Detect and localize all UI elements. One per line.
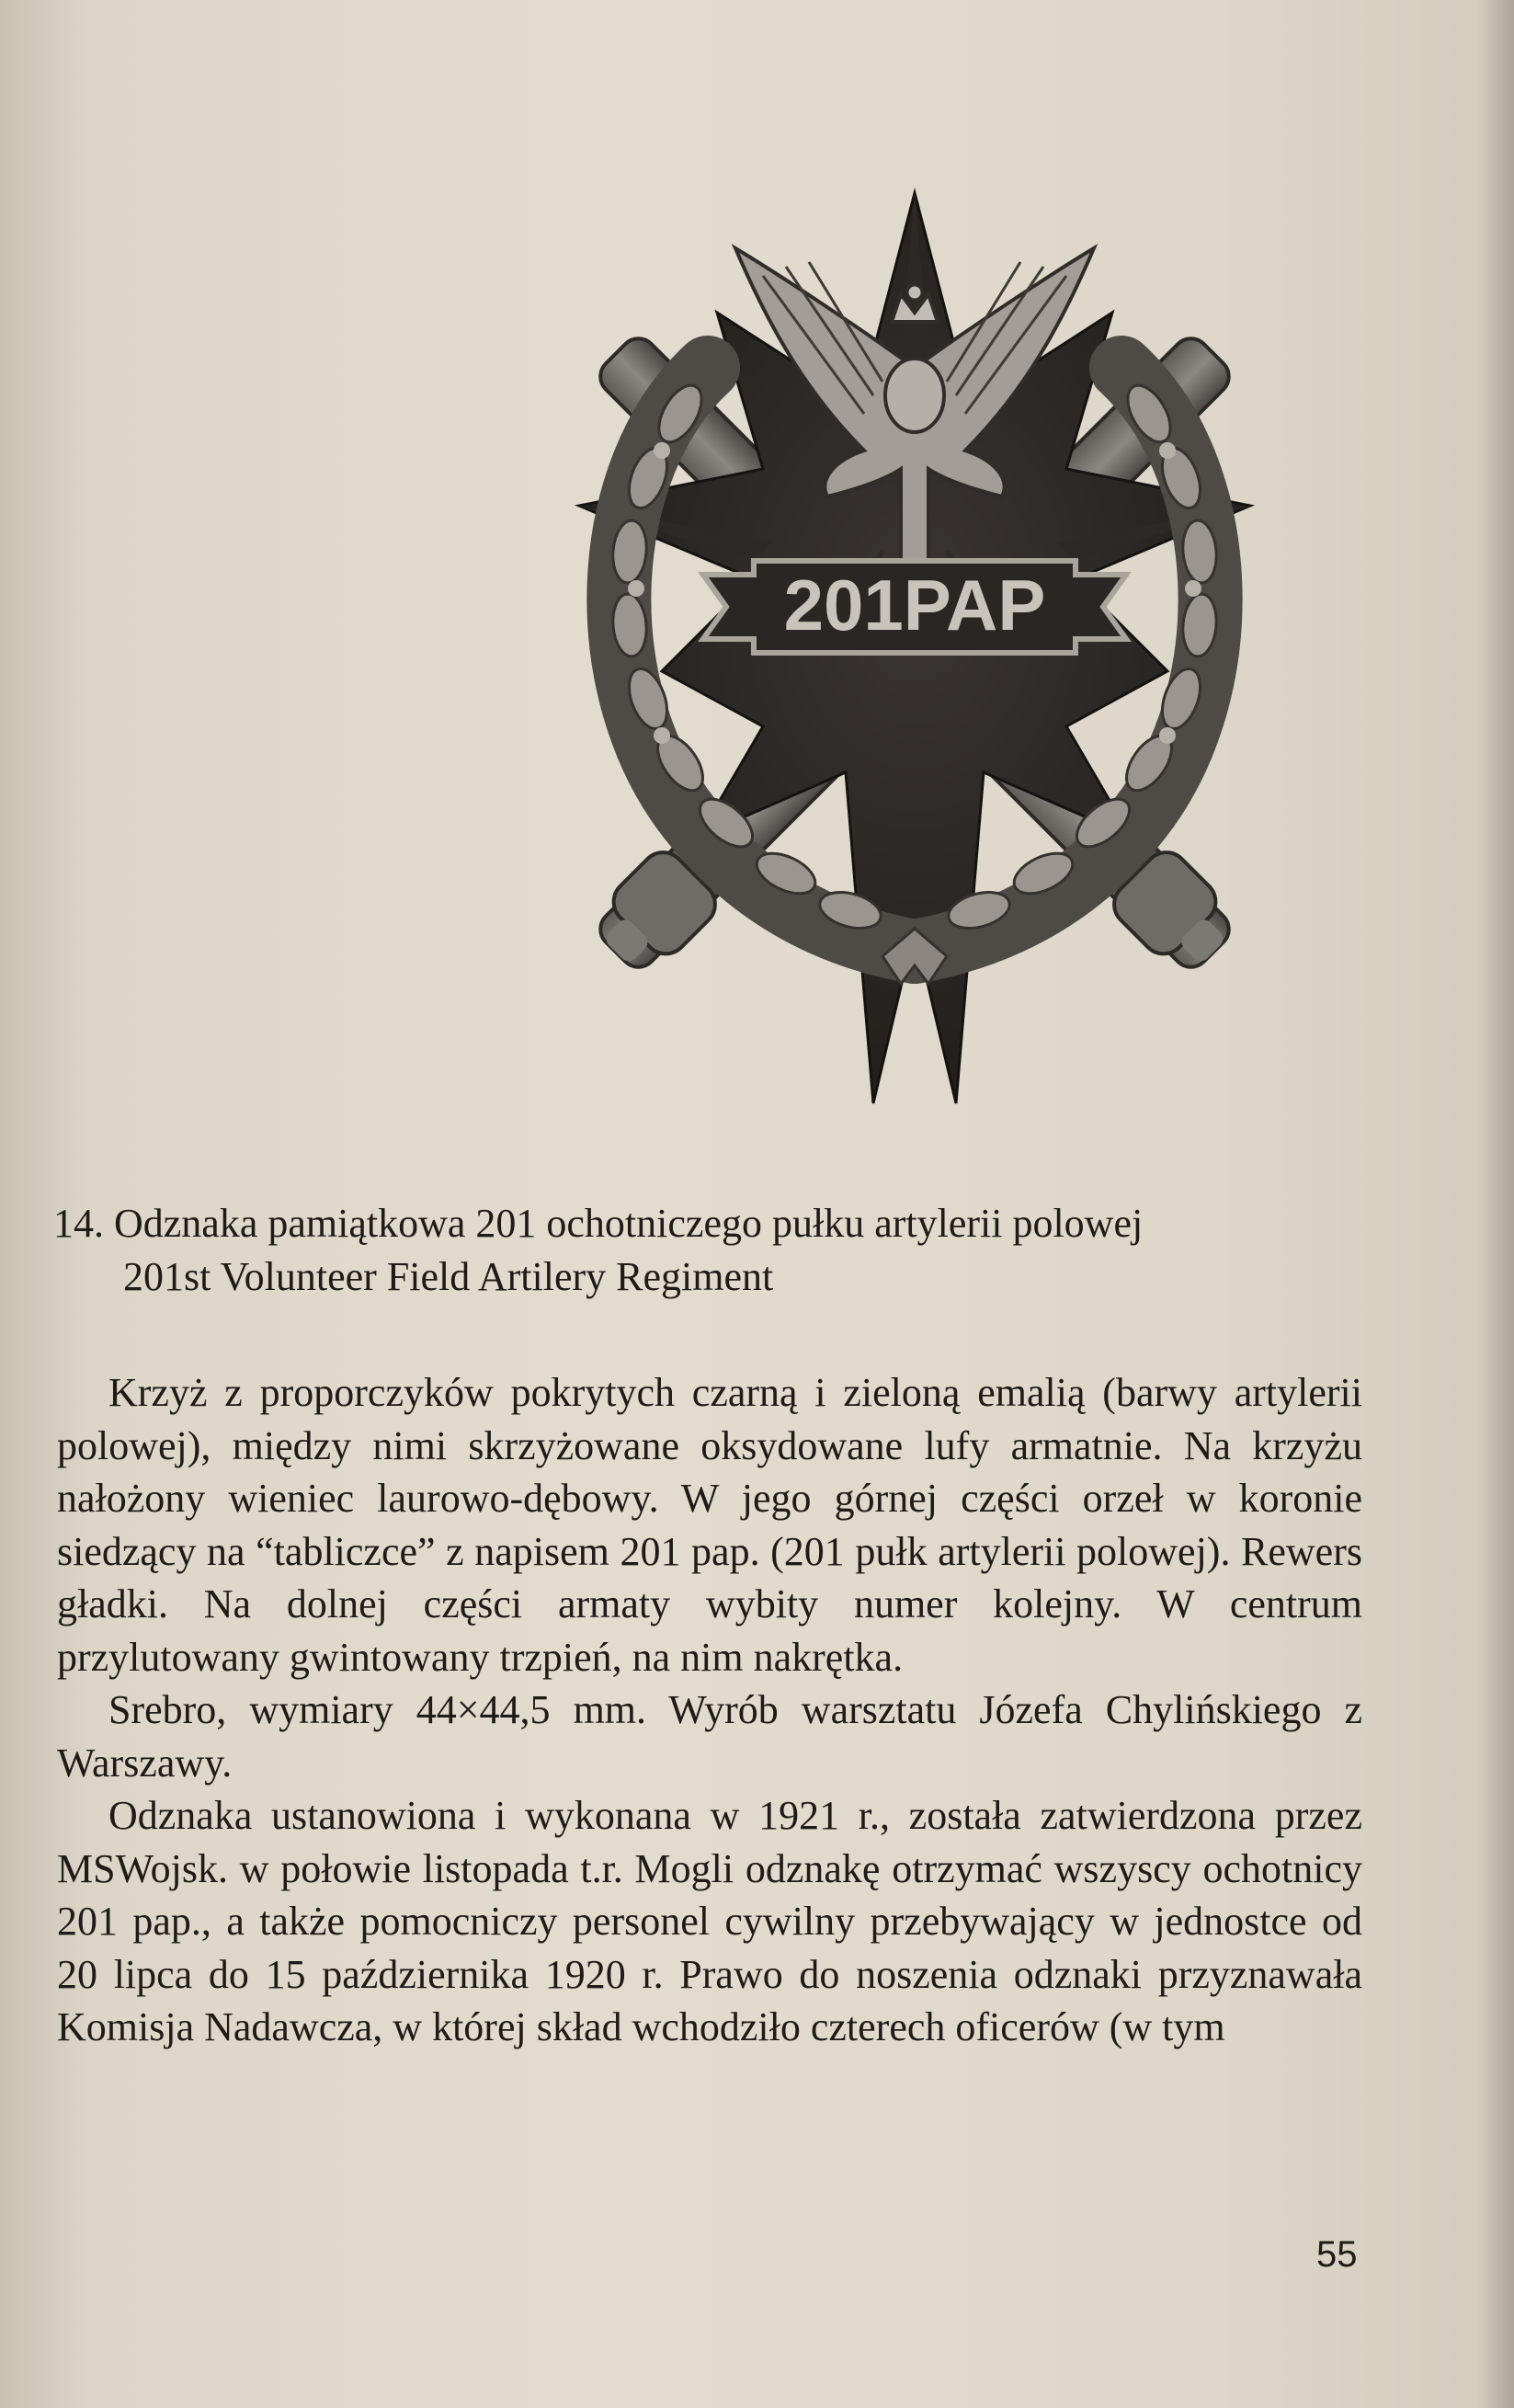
- paragraph-description: Krzyż z proporczyków pokrytych czarną i zieloną emalią (barwy artylerii polowej), między nimi skrzyżowane oksydowane lufy armatnie. Na krzyżu nałożony wieniec laurowo-dębowy. W jego górnej części orzeł w koronie siedzący na “tabliczce” z napisem 201 pap. (201 pułk artylerii polowej). Rewers gładki. Na dolnej części armaty wybity numer kolejny. W centrum przylutowany gwintowany trzpień, na nim nakrętka.: [57, 1370, 1362, 1680]
- paragraph-history: Odznaka ustanowiona i wykonana w 1921 r., została zatwierdzona przez MSWojsk. w połowie listopada t.r. Mogli odznakę otrzymać wszyscy ochotnicy 201 pap., a także pomocniczy personel cywilny przebywający w jednostce od 20 lipca do 15 października 1920 r. Prawo do noszenia odznaki przyznawała Komisja Nadawcza, w której skład wchodziło czterech oficerów (w tym: [57, 1793, 1362, 2049]
- page-edge-shadow: [1477, 0, 1514, 2408]
- regiment-plaque: [703, 561, 1126, 653]
- caption-polish: 14. Odznaka pamiątkowa 201 ochotniczego pułku artylerii polowej: [53, 1201, 1144, 1246]
- body-text: [57, 1366, 1362, 2054]
- figure-caption: [53, 1197, 1377, 1304]
- caption-english: 201st Volunteer Field Artilery Regiment: [123, 1254, 774, 1299]
- regiment-badge-illustration: [432, 175, 1397, 1140]
- page-number: 55: [1316, 2234, 1358, 2275]
- plaque-inscription: 201PAP: [783, 565, 1046, 645]
- paragraph-material: Srebro, wymiary 44×44,5 mm. Wyrób warsztatu Józefa Chylińskiego z Warszawy.: [57, 1687, 1362, 1786]
- badge-photograph: [432, 175, 1397, 1140]
